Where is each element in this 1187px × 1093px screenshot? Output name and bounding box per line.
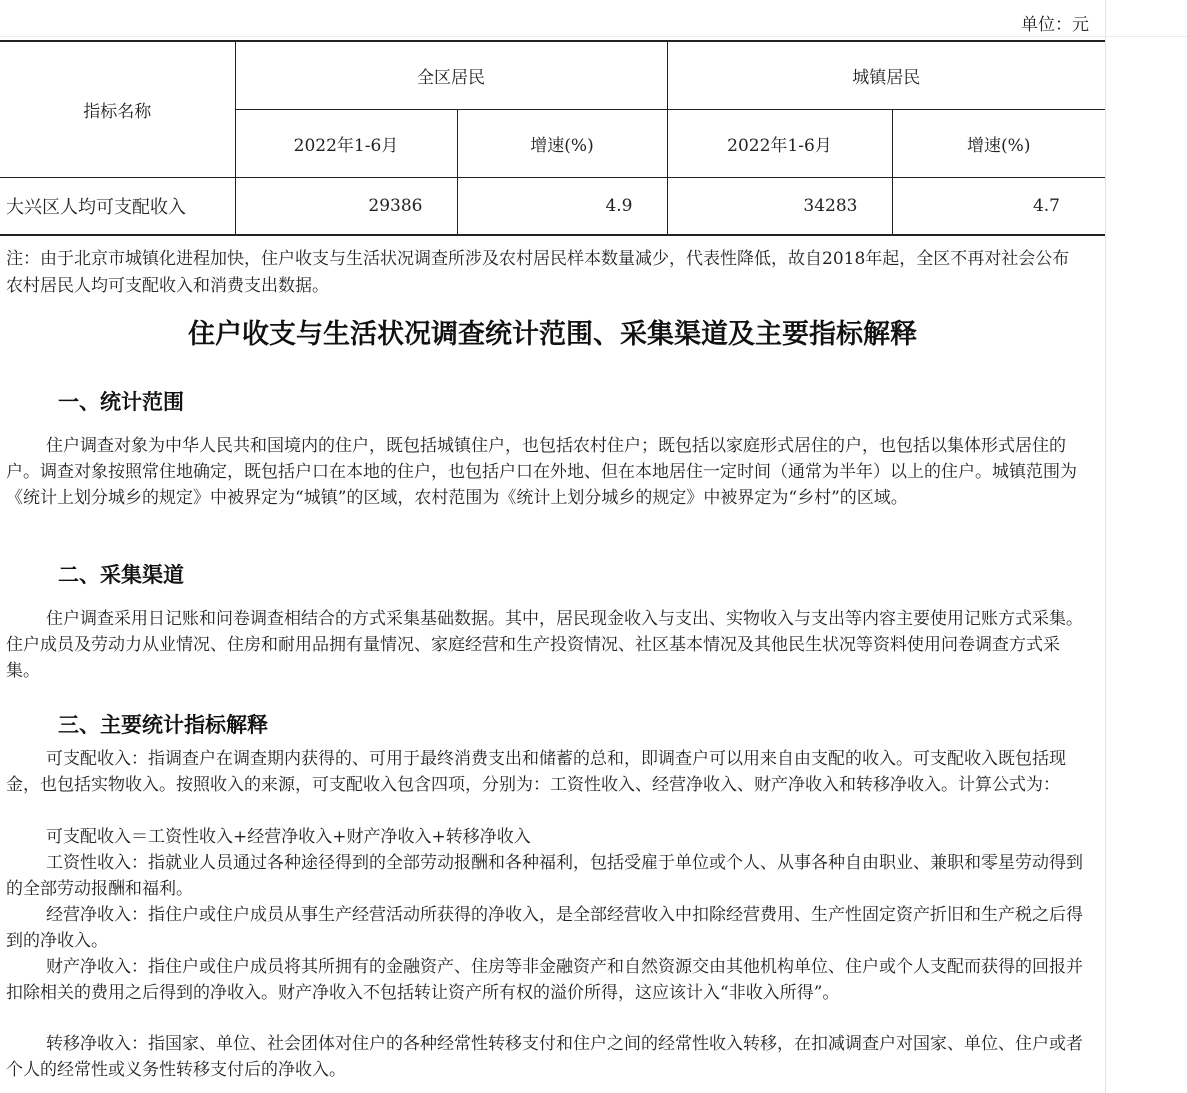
row-indicator-name: 大兴区人均可支配收入 [0,177,235,235]
section-body-channel: 住户调查采用日记账和问卷调查相结合的方式采集基础数据。其中，居民现金收入与支出、实物收入与支出等内容主要使用记账方式采集。住户成员及劳动力从业情况、住房和耐用品拥有量情况、家庭经营和生产投资情况、社区基本情况及其他民生状况等资料使用问卷调查方式采集。 [6,609,1083,681]
indicator-wage-income: 工资性收入：指就业人员通过各种途径得到的全部劳动报酬和各种福利，包括受雇于单位或个人、从事各种自由职业、兼职和零星劳动得到的全部劳动报酬和福利。 [6,853,1083,899]
header-growth-urban: 增速(%) [892,109,1105,177]
header-group-all: 全区居民 [235,41,667,109]
section-heading-channel: 二、采集渠道 [58,563,184,587]
header-period-all: 2022年1-6月 [235,109,457,177]
row-all-growth: 4.9 [457,177,667,235]
income-table [0,40,1105,236]
table-note: 注：由于北京市城镇化进程加快，住户收支与生活状况调查所涉及农村居民样本数量减少，代表性降低，故自2018年起，全区不再对社会公布农村居民人均可支配收入和消费支出数据。 [6,249,1070,296]
indicator-disposable-income: 可支配收入：指调查户在调查期内获得的、可用于最终消费支出和储蓄的总和，即调查户可以用来自由支配的收入。可支配收入既包括现金，也包括实物收入。按照收入的来源，可支配收入包含四项，分别为：工资性收入、经营净收入、财产净收入和转移净收入。计算公式为： [6,749,1066,795]
unit-label: 单位：元 [1021,15,1089,35]
header-indicator-name: 指标名称 [0,41,235,177]
row-all-value: 29386 [235,177,457,235]
row-urban-growth: 4.7 [892,177,1105,235]
section-heading-scope: 一、统计范围 [58,390,184,414]
indicator-transfer-income: 转移净收入：指国家、单位、社会团体对住户的各种经常性转移支付和住户之间的经常性收入转移，在扣减调查户对国家、单位、住户或者个人的经常性或义务性转移支付后的净收入。 [6,1034,1083,1080]
indicator-formula: 可支配收入＝工资性收入+经营净收入+财产净收入+转移净收入 [46,827,531,847]
row-urban-value: 34283 [667,177,892,235]
section-body-scope: 住户调查对象为中华人民共和国境内的住户，既包括城镇住户，也包括农村住户；既包括以家庭形式居住的户，也包括以集体形式居住的户。调查对象按照常住地确定，既包括户口在本地的住户，也包括户口在外地、但在本地居住一定时间（通常为半年）以上的住户。城镇范围为《统计上划分城乡的规定》中被界定为“城镇”的区域，农村范围为《统计上划分城乡的规定》中被界定为“乡村”的区域。 [6,436,1077,508]
indicator-property-income: 财产净收入：指住户或住户成员将其所拥有的金融资产、住房等非金融资产和自然资源交由其他机构单位、住户或个人支配而获得的回报并扣除相关的费用之后得到的净收入。财产净收入不包括转让资产所有权的溢价所得，这应该计入“非收入所得”。 [6,957,1083,1003]
table-row [0,177,1105,235]
page-title: 住户收支与生活状况调查统计范围、采集渠道及主要指标解释 [188,319,917,350]
section-heading-indicators: 三、主要统计指标解释 [58,713,268,737]
header-growth-all: 增速(%) [457,109,667,177]
header-period-urban: 2022年1-6月 [667,109,892,177]
indicator-business-income: 经营净收入：指住户或住户成员从事生产经营活动所获得的净收入，是全部经营收入中扣除经营费用、生产性固定资产折旧和生产税之后得到的净收入。 [6,905,1083,951]
header-group-urban: 城镇居民 [667,41,1105,109]
